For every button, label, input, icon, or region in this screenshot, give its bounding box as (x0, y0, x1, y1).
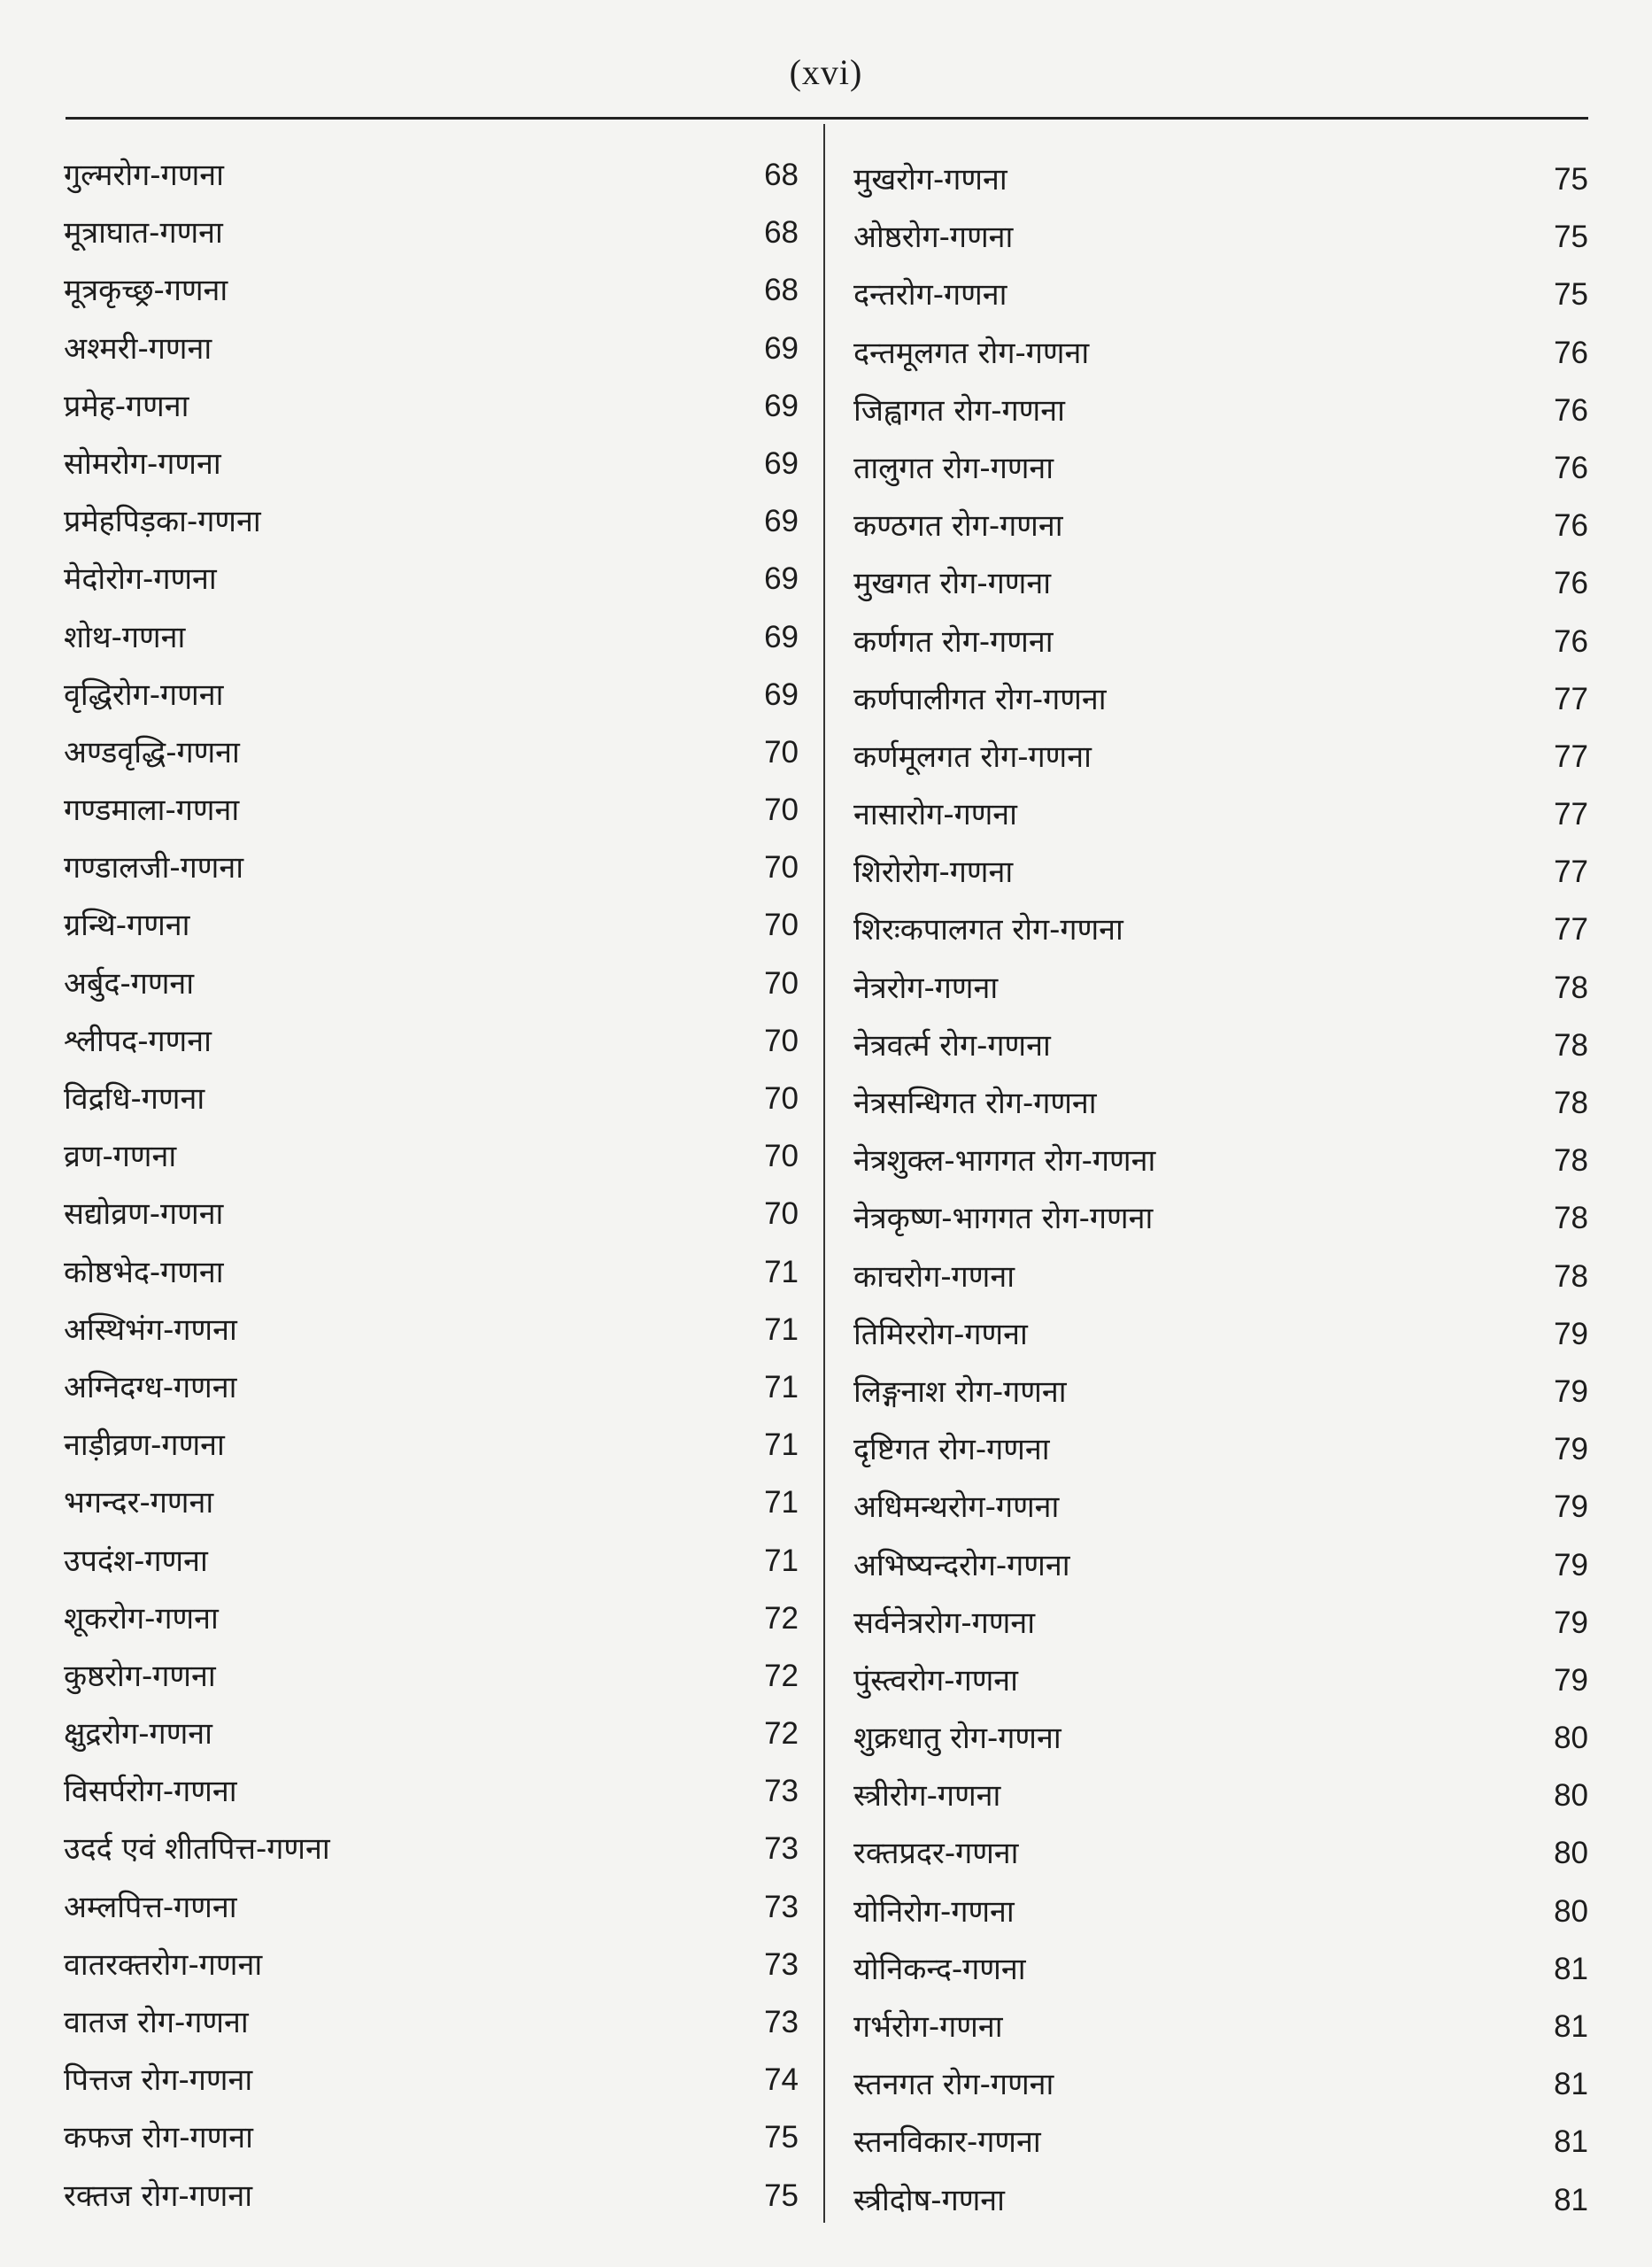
toc-entry (853, 1478, 1588, 1536)
toc-entry-page: 70 (764, 908, 799, 943)
toc-entry (853, 1248, 1588, 1305)
toc-entry-page: 69 (764, 388, 799, 423)
toc-entry-title: मुखरोग-गणना (853, 162, 1007, 197)
toc-entry-page: 69 (764, 504, 799, 539)
toc-entry-title: अण्डवृद्धि-गणना (64, 734, 240, 770)
toc-entry-title: तालुगत रोग-गणना (853, 450, 1054, 486)
toc-entry-page: 72 (764, 1658, 799, 1693)
toc-entry (64, 1301, 799, 1358)
toc-entry-title: नासारोग-गणना (853, 797, 1017, 833)
toc-entry-page: 79 (1554, 1547, 1588, 1582)
toc-entry-page: 68 (764, 273, 799, 308)
toc-right-column (853, 151, 1588, 2229)
toc-entry-page: 70 (764, 850, 799, 886)
toc-entry (853, 1017, 1588, 1074)
toc-entry-page: 69 (764, 561, 799, 597)
toc-entry (64, 261, 799, 319)
toc-entry-title: मेदोरोग-गणना (64, 561, 217, 598)
toc-entry (853, 1940, 1588, 1998)
toc-entry (64, 1878, 799, 1936)
toc-entry-page: 76 (1554, 335, 1588, 370)
page-number: (xvi) (789, 52, 863, 92)
toc-entry-title: कर्णमूलगत रोग-गणना (853, 739, 1092, 775)
column-divider (823, 124, 825, 2223)
toc-entry (853, 439, 1588, 497)
toc-entry (853, 151, 1588, 208)
toc-entry-page: 70 (764, 1139, 799, 1174)
toc-entry (853, 1305, 1588, 1363)
toc-entry-page: 77 (1554, 681, 1588, 716)
toc-entry-page: 69 (764, 330, 799, 366)
toc-entry-page: 69 (764, 619, 799, 654)
toc-entry-title: कफज रोग-गणना (64, 2120, 253, 2156)
toc-entry (853, 1767, 1588, 1824)
toc-entry-title: शोथ-गणना (64, 619, 186, 655)
toc-entry-page: 79 (1554, 1662, 1588, 1698)
toc-entry (853, 324, 1588, 382)
toc-entry-title: गण्डालजी-गणना (64, 850, 244, 886)
toc-entry-title: सर्वनेत्ररोग-गणना (853, 1605, 1036, 1641)
toc-entry (64, 1070, 799, 1127)
toc-entry-title: योनिरोग-गणना (853, 1893, 1015, 1930)
toc-entry-page: 78 (1554, 1027, 1588, 1063)
toc-entry-page: 78 (1554, 970, 1588, 1005)
toc-entry-page: 71 (764, 1485, 799, 1520)
toc-entry-title: उपदंश-गणना (64, 1543, 208, 1579)
toc-entry-page: 70 (764, 793, 799, 828)
toc-entry-title: वातरक्तरोग-गणना (64, 1946, 263, 1983)
toc-entry (64, 839, 799, 896)
toc-entry-page: 74 (764, 2062, 799, 2098)
toc-entry-page: 76 (1554, 450, 1588, 485)
toc-entry-title: नेत्रकृष्ण-भागगत रोग-गणना (853, 1201, 1154, 1237)
toc-entry-title: व्रण-गणना (64, 1139, 177, 1175)
toc-entry-title: भगन्दर-गणना (64, 1485, 214, 1521)
toc-entry-title: काचरोग-गणना (853, 1258, 1015, 1295)
toc-entry-title: तिमिररोग-गणना (853, 1316, 1028, 1352)
toc-entry (64, 723, 799, 781)
toc-entry (853, 2171, 1588, 2229)
toc-entry-title: दन्तरोग-गणना (853, 277, 1007, 313)
toc-entry-title: सद्योव्रण-गणना (64, 1196, 224, 1233)
toc-entry (64, 2051, 799, 2108)
toc-entry (853, 2113, 1588, 2170)
toc-entry-title: पुंस्त्वरोग-गणना (853, 1662, 1018, 1698)
toc-entry-page: 73 (764, 1774, 799, 1809)
toc-entry (64, 1762, 799, 1820)
toc-entry-title: शिरोरोग-गणना (853, 855, 1014, 891)
toc-entry-title: मूत्रकृच्छ्र-गणना (64, 273, 228, 309)
toc-entry-title: अस्थिभंग-गणना (64, 1311, 237, 1348)
toc-entry-page: 76 (1554, 508, 1588, 544)
toc-entry-title: प्रमेह-गणना (64, 388, 189, 424)
toc-entry-title: गुल्मरोग-गणना (64, 158, 224, 193)
toc-entry-page: 71 (764, 1543, 799, 1578)
toc-left-column (64, 146, 799, 2224)
toc-entry-page: 73 (764, 2005, 799, 2039)
toc-entry-title: नेत्रसन्धिगत रोग-गणना (853, 1086, 1097, 1121)
toc-entry-page: 77 (1554, 855, 1588, 890)
toc-entry-page: 81 (1554, 2182, 1588, 2217)
toc-entry-title: कुष्ठरोग-गणना (64, 1658, 216, 1694)
toc-entry-title: दन्तमूलगत रोग-गणना (853, 335, 1090, 371)
toc-entry (64, 1532, 799, 1590)
toc-entry-page: 75 (1554, 277, 1588, 313)
toc-entry-page: 79 (1554, 1373, 1588, 1409)
toc-entry-title: स्तनगत रोग-गणना (853, 2067, 1054, 2103)
toc-entry-title: गर्भरोग-गणना (853, 2009, 1003, 2045)
toc-entry-page: 76 (1554, 623, 1588, 659)
toc-entry-page: 76 (1554, 392, 1588, 428)
header-rule (66, 117, 1588, 120)
toc-entry-title: कण्ठगत रोग-गणना (853, 508, 1063, 545)
toc-entry-page: 78 (1554, 1201, 1588, 1236)
toc-entry-page: 69 (764, 677, 799, 712)
toc-entry-title: योनिकन्द-गणना (853, 1951, 1026, 1987)
toc-entry (64, 666, 799, 723)
toc-entry (853, 785, 1588, 843)
toc-entry (64, 608, 799, 666)
toc-entry-page: 70 (764, 1081, 799, 1116)
toc-entry-page: 75 (1554, 220, 1588, 255)
toc-entry-title: नेत्रशुक्ल-भागगत रोग-गणना (853, 1143, 1156, 1180)
toc-entry-title: उदर्द एवं शीतपित्त-गणना (64, 1831, 330, 1868)
toc-entry (64, 204, 799, 261)
toc-entry-title: शिरःकपालगत रोग-गणना (853, 912, 1123, 948)
toc-entry (64, 2108, 799, 2166)
toc-entry-title: कोष्ठभेद-गणना (64, 1254, 224, 1290)
toc-entry (64, 320, 799, 377)
toc-entry (853, 1189, 1588, 1247)
toc-entry-page: 70 (764, 1196, 799, 1232)
toc-entry (853, 1074, 1588, 1132)
toc-entry (853, 1998, 1588, 2055)
toc-entry-title: मूत्राघात-गणना (64, 215, 223, 251)
toc-entry-page: 81 (1554, 2124, 1588, 2160)
toc-entry (853, 266, 1588, 323)
toc-entry-title: नेत्ररोग-गणना (853, 970, 999, 1006)
toc-entry-title: रक्तप्रदर-गणना (853, 1836, 1019, 1872)
toc-entry (64, 896, 799, 954)
toc-entry-title: जिह्वागत रोग-गणना (853, 392, 1065, 429)
toc-entry-page: 70 (764, 965, 799, 1001)
toc-entry (853, 613, 1588, 670)
toc-entry-page: 75 (1554, 162, 1588, 197)
toc-entry (64, 1647, 799, 1705)
toc-entry-page: 79 (1554, 1316, 1588, 1351)
toc-entry (64, 146, 799, 204)
toc-entry-page: 77 (1554, 912, 1588, 948)
toc-entry-title: अग्निदग्ध-गणना (64, 1369, 237, 1405)
toc-entry-title: लिङ्गनाश रोग-गणना (853, 1373, 1067, 1410)
toc-entry-title: स्त्रीदोष-गणना (853, 2182, 1005, 2218)
toc-entry-title: पित्तज रोग-गणना (64, 2062, 253, 2099)
toc-entry (64, 1127, 799, 1185)
toc-entry-title: प्रमेहपिड़का-गणना (64, 504, 261, 540)
toc-entry-page: 81 (1554, 2067, 1588, 2102)
toc-entry-page: 69 (764, 445, 799, 481)
toc-entry (64, 1474, 799, 1531)
toc-entry-page: 71 (764, 1428, 799, 1463)
toc-entry-page: 71 (764, 1254, 799, 1289)
toc-entry (64, 1185, 799, 1242)
toc-entry-page: 68 (764, 215, 799, 251)
toc-entry (64, 550, 799, 607)
toc-entry-title: नाड़ीव्रण-गणना (64, 1428, 225, 1464)
toc-entry (853, 382, 1588, 439)
toc-entry-page: 81 (1554, 2009, 1588, 2044)
toc-entry-title: कर्णपालीगत रोग-गणना (853, 681, 1107, 717)
toc-entry-title: अर्बुद-गणना (64, 965, 195, 1002)
toc-entry-title: स्त्रीरोग-गणना (853, 1778, 1001, 1814)
toc-entry-title: अम्लपित्त-गणना (64, 1889, 237, 1925)
toc-entry-title: अश्मरी-गणना (64, 330, 212, 367)
toc-entry-page: 72 (764, 1716, 799, 1752)
toc-entry-title: विसर्परोग-गणना (64, 1774, 237, 1810)
toc-entry-title: दृष्टिगत रोग-गणना (853, 1432, 1050, 1468)
toc-entry-title: अधिमन्थरोग-गणना (853, 1489, 1060, 1526)
toc-entry-page: 70 (764, 1023, 799, 1058)
toc-entry (64, 1936, 799, 1993)
toc-entry (853, 1594, 1588, 1652)
toc-entry (853, 959, 1588, 1017)
toc-entry (64, 2167, 799, 2224)
toc-entry (853, 1709, 1588, 1767)
toc-entry-page: 80 (1554, 1778, 1588, 1814)
toc-entry (853, 901, 1588, 958)
toc-entry-page: 70 (764, 734, 799, 770)
toc-entry-page: 68 (764, 158, 799, 192)
toc-entry-page: 81 (1554, 1951, 1588, 1986)
toc-entry (853, 1652, 1588, 1709)
toc-entry-page: 77 (1554, 797, 1588, 832)
toc-entry-title: गण्डमाला-गणना (64, 793, 240, 829)
toc-entry (64, 781, 799, 839)
toc-entry (853, 554, 1588, 612)
toc-entry-page: 79 (1554, 1432, 1588, 1467)
toc-entry (853, 2055, 1588, 2113)
toc-entry-page: 78 (1554, 1143, 1588, 1179)
toc-entry-title: शुक्रधातु रोग-गणना (853, 1721, 1061, 1757)
toc-entry-title: कर्णगत रोग-गणना (853, 623, 1054, 660)
toc-entry-page: 78 (1554, 1086, 1588, 1120)
toc-entry-page: 73 (764, 1889, 799, 1924)
toc-entry-title: श्लीपद-गणना (64, 1023, 212, 1059)
toc-entry-page: 79 (1554, 1489, 1588, 1525)
toc-entry-page: 71 (764, 1311, 799, 1347)
toc-entry-page: 80 (1554, 1721, 1588, 1756)
toc-entry-page: 73 (764, 1831, 799, 1867)
toc-entry-title: शूकरोग-गणना (64, 1600, 219, 1636)
toc-entry-page: 77 (1554, 739, 1588, 774)
toc-entry (853, 1363, 1588, 1420)
toc-entry-title: अभिष्यन्दरोग-गणना (853, 1547, 1070, 1583)
toc-entry (853, 1420, 1588, 1478)
toc-entry (64, 955, 799, 1012)
toc-entry (64, 377, 799, 435)
toc-entry-title: मुखगत रोग-गणना (853, 566, 1051, 602)
toc-entry (853, 1883, 1588, 1940)
toc-entry (64, 1590, 799, 1647)
toc-entry (64, 1416, 799, 1474)
toc-entry (853, 497, 1588, 554)
toc-entry-title: स्तनविकार-गणना (853, 2124, 1041, 2161)
toc-entry-page: 75 (764, 2120, 799, 2155)
toc-entry (64, 1012, 799, 1070)
toc-entry (64, 1358, 799, 1416)
toc-entry-page: 80 (1554, 1893, 1588, 1929)
toc-entry (64, 1243, 799, 1301)
toc-entry (64, 1993, 799, 2051)
toc-entry-title: क्षुद्ररोग-गणना (64, 1716, 212, 1752)
toc-entry (853, 843, 1588, 901)
toc-entry-title: ओष्ठरोग-गणना (853, 220, 1014, 256)
toc-entry (853, 208, 1588, 266)
toc-entry-title: वातज रोग-गणना (64, 2005, 249, 2040)
toc-entry (853, 1824, 1588, 1882)
toc-entry-title: सोमरोग-गणना (64, 445, 221, 482)
toc-entry-page: 80 (1554, 1836, 1588, 1871)
toc-entry-page: 72 (764, 1600, 799, 1636)
toc-entry-page: 73 (764, 1946, 799, 1982)
toc-entry-page: 71 (764, 1369, 799, 1404)
toc-entry (64, 435, 799, 492)
toc-entry (853, 1536, 1588, 1594)
toc-entry (64, 1820, 799, 1877)
toc-entry-page: 75 (764, 2178, 799, 2213)
toc-entry-title: विद्रधि-गणना (64, 1081, 205, 1117)
toc-entry (853, 670, 1588, 728)
toc-entry-title: नेत्रवर्त्म रोग-गणना (853, 1027, 1051, 1064)
toc-entry (853, 728, 1588, 785)
toc-entry-title: रक्तज रोग-गणना (64, 2178, 253, 2214)
toc-entry (64, 1705, 799, 1762)
toc-entry (64, 492, 799, 550)
toc-entry-page: 79 (1554, 1605, 1588, 1640)
toc-entry-page: 78 (1554, 1258, 1588, 1294)
toc-entry-page: 76 (1554, 566, 1588, 601)
toc-entry-title: वृद्धिरोग-गणना (64, 677, 224, 713)
toc-entry-title: ग्रन्थि-गणना (64, 908, 190, 944)
toc-entry (853, 1132, 1588, 1189)
